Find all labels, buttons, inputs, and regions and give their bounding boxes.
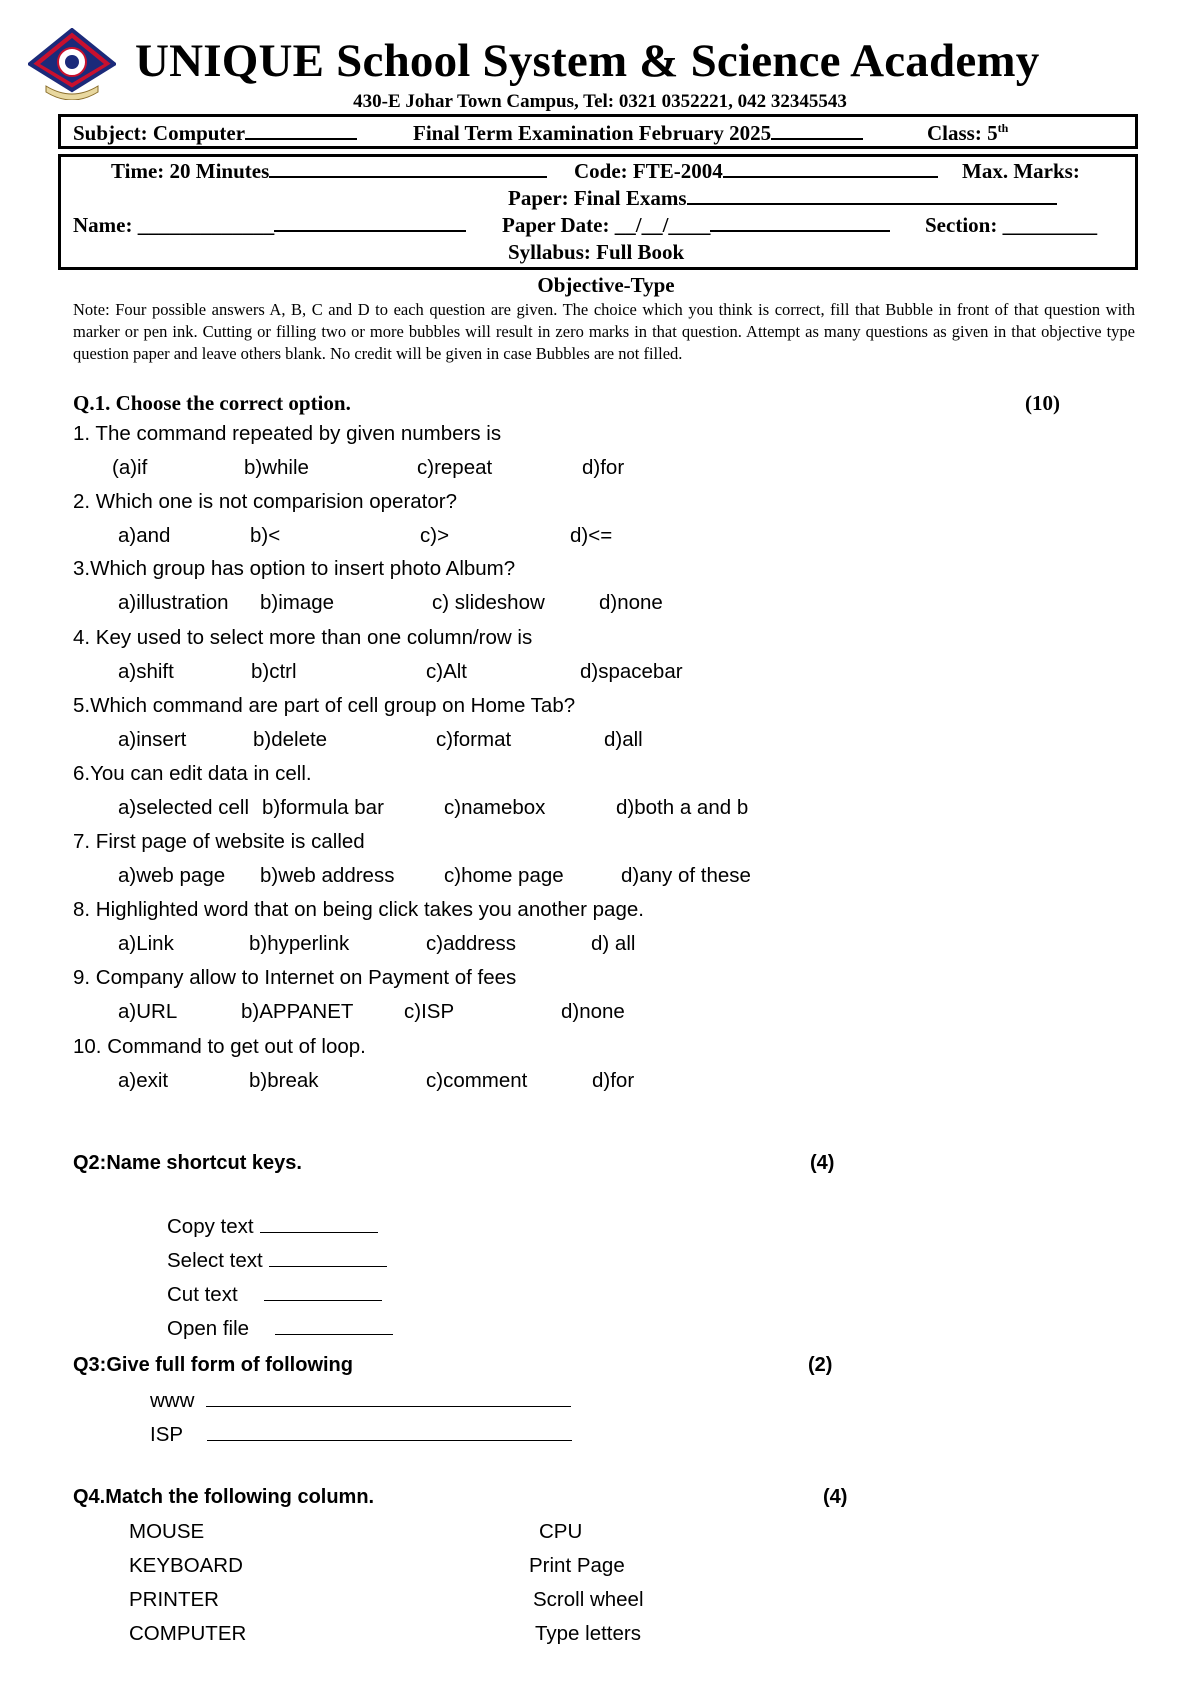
q1-option[interactable]: b)< [250, 524, 281, 547]
campus-line: 430-E Johar Town Campus, Tel: 0321 0352221, 042 32345543 [353, 91, 847, 112]
q1-option[interactable]: b)formula bar [262, 796, 384, 819]
q1-option[interactable]: d)both a and b [616, 796, 749, 819]
name-label: Name: _____________ [73, 213, 466, 238]
match-left-item: COMPUTER [129, 1622, 247, 1645]
q1-option[interactable]: a)illustration [118, 591, 229, 614]
q1-option[interactable]: c)namebox [444, 796, 546, 819]
answer-blank[interactable] [264, 1282, 382, 1301]
q1-question-8: 8. Highlighted word that on being click takes you another page. [73, 898, 644, 921]
q1-question-7: 7. First page of website is called [73, 830, 365, 853]
q1-option[interactable]: d)for [592, 1069, 635, 1092]
q1-option[interactable]: b)hyperlink [249, 932, 350, 955]
q1-question-10: 10. Command to get out of loop. [73, 1035, 366, 1058]
q1-option[interactable]: c)address [426, 932, 517, 955]
section-label: Section: _________ [925, 213, 1098, 237]
instructions-note: Note: Four possible answers A, B, C and D to each question are given. The choice which you think is correct, fill that Bubble in front of that question with marker or pen ink. Cutting or filling two or more bubbles will result in zero marks in that question. Attempt as many questions as given in that objective type question paper and leave others blank. No credit will be given in case Bubbles are not filled. [73, 300, 1135, 363]
answer-blank[interactable] [269, 1248, 387, 1267]
q1-marks: (10) [1025, 391, 1060, 415]
q1-option[interactable]: b)ctrl [251, 660, 297, 683]
q1-option[interactable]: d)for [582, 456, 625, 479]
q1-question-9: 9. Company allow to Internet on Payment of fees [73, 966, 517, 989]
subject-label: Subject: Computer [73, 121, 357, 146]
q1-option[interactable]: c)home page [444, 864, 564, 887]
q2-item: Select text [167, 1248, 387, 1273]
match-left-item: PRINTER [129, 1588, 219, 1611]
q1-option[interactable]: d)any of these [621, 864, 751, 887]
q1-option[interactable]: a)URL [118, 1000, 178, 1023]
q3-title: Q3:Give full form of following [73, 1354, 353, 1376]
paper-date-label: Paper Date: __/__/____ [502, 213, 890, 238]
q1-option[interactable]: d)none [561, 1000, 625, 1023]
q1-option[interactable]: d)spacebar [580, 660, 683, 683]
q1-option[interactable]: c)format [436, 728, 512, 751]
q1-option[interactable]: c)comment [426, 1069, 528, 1092]
q1-option[interactable]: d)all [604, 728, 643, 751]
q1-option[interactable]: b)image [260, 591, 335, 614]
q2-item: Cut text [167, 1282, 382, 1307]
time-label: Time: 20 Minutes [111, 159, 547, 184]
q1-option[interactable]: c)ISP [404, 1000, 455, 1023]
q1-option[interactable]: d) all [591, 932, 636, 955]
q4-title: Q4.Match the following column. [73, 1486, 375, 1508]
q1-option[interactable]: d)<= [570, 524, 613, 547]
q3-marks: (2) [808, 1354, 833, 1376]
answer-blank[interactable] [206, 1388, 571, 1407]
answer-blank[interactable] [207, 1422, 572, 1441]
q1-option[interactable]: b)while [244, 456, 309, 479]
q1-option[interactable]: a)insert [118, 728, 187, 751]
match-right-item: Type letters [535, 1622, 641, 1645]
q1-option[interactable]: a)and [118, 524, 171, 547]
q1-option[interactable]: a)exit [118, 1069, 169, 1092]
paper-label: Paper: Final Exams [508, 186, 1057, 211]
q1-option[interactable]: c)repeat [417, 456, 493, 479]
q1-question-1: 1. The command repeated by given numbers is [73, 422, 502, 445]
q1-option[interactable]: c)> [420, 524, 450, 547]
match-right-item: CPU [539, 1520, 583, 1543]
q1-option[interactable]: a)shift [118, 660, 174, 683]
q1-question-5: 5.Which command are part of cell group on Home Tab? [73, 694, 576, 717]
syllabus-label: Syllabus: Full Book [508, 240, 685, 264]
q3-item: ISP [150, 1422, 572, 1447]
answer-blank[interactable] [260, 1214, 378, 1233]
q2-item: Copy text [167, 1214, 378, 1239]
q1-question-4: 4. Key used to select more than one column/row is [73, 626, 533, 649]
q2-item: Open file [167, 1316, 393, 1341]
q1-option[interactable]: c)Alt [426, 660, 467, 683]
school-name: UNIQUE School System & Science Academy [135, 35, 1040, 87]
answer-blank[interactable] [275, 1316, 393, 1335]
q1-question-3: 3.Which group has option to insert photo Album? [73, 557, 516, 580]
q1-option[interactable]: a)web page [118, 864, 226, 887]
q1-option[interactable]: b)delete [253, 728, 328, 751]
q1-option[interactable]: c) slideshow [432, 591, 545, 614]
q1-option[interactable]: a)selected cell [118, 796, 250, 819]
q1-title: Q.1. Choose the correct option. [73, 391, 351, 415]
q2-title: Q2:Name shortcut keys. [73, 1152, 302, 1174]
q1-option[interactable]: a)Link [118, 932, 174, 955]
q1-question-2: 2. Which one is not comparision operator? [73, 490, 458, 513]
q1-option[interactable]: d)none [599, 591, 663, 614]
q1-option[interactable]: b)APPANET [241, 1000, 354, 1023]
class-label: Class: 5th [927, 121, 1009, 145]
match-right-item: Print Page [529, 1554, 625, 1577]
q1-option[interactable]: b)web address [260, 864, 395, 887]
q1-question-6: 6.You can edit data in cell. [73, 762, 312, 785]
code-label: Code: FTE-2004 [574, 159, 938, 184]
match-left-item: MOUSE [129, 1520, 205, 1543]
q2-marks: (4) [810, 1152, 835, 1174]
exam-title: Final Term Examination February 2025 [413, 121, 863, 146]
max-marks-label: Max. Marks: [962, 159, 1080, 183]
q1-option[interactable]: (a)if [112, 456, 148, 479]
match-right-item: Scroll wheel [533, 1588, 644, 1611]
q3-item: www [150, 1388, 571, 1413]
match-left-item: KEYBOARD [129, 1554, 243, 1577]
q4-marks: (4) [823, 1486, 848, 1508]
school-logo [28, 28, 116, 100]
objective-title: Objective-Type [537, 273, 675, 297]
q1-option[interactable]: b)break [249, 1069, 319, 1092]
